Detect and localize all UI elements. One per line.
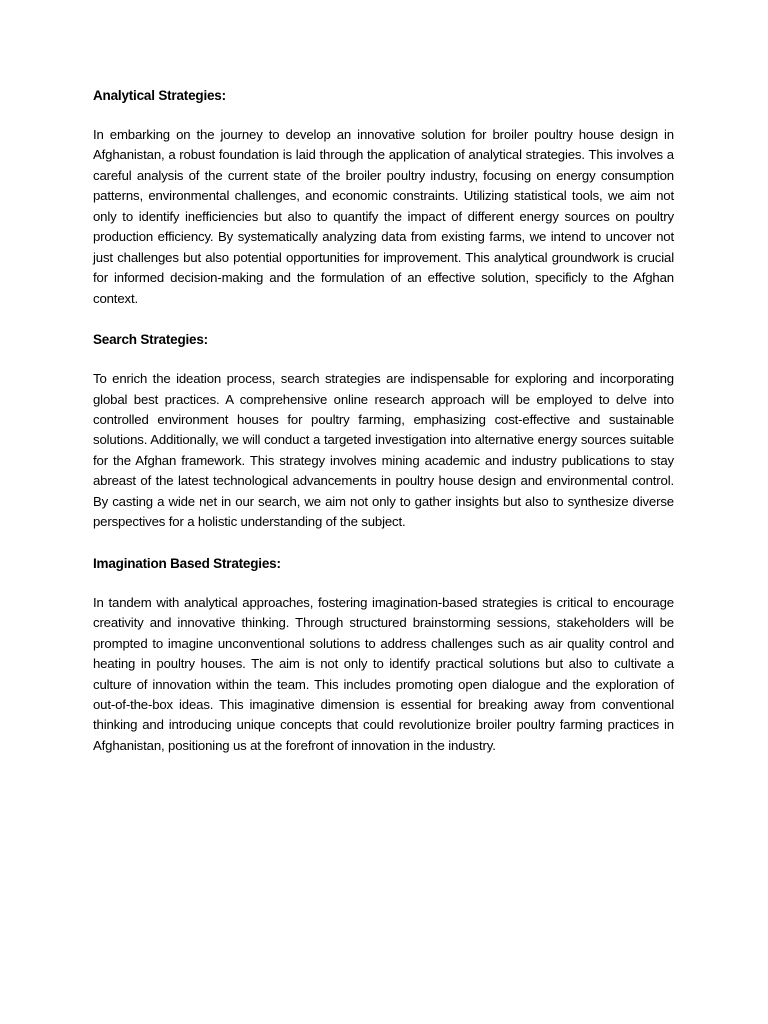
section-body-search: To enrich the ideation process, search strategies are indispensable for exploring and incorporating global best practices. A comprehensive online research approach will be employed to delve into controlled environment houses for poultry farming, emphasizing cost-effective and sustainable solutions. Additionally, we will conduct a targeted investigation into alternative energy sources suitable for the Afghan framework. This strategy involves mining academic and industry publications to stay abreast of the latest technological advancements in poultry house design and environmental control. By casting a wide net in our search, we aim not only to gather insights but also to synthesize diverse perspectives for a holistic understanding of the subject.: [93, 371, 674, 530]
section-heading-analytical: Analytical Strategies:: [93, 88, 226, 103]
section-body-imagination: In tandem with analytical approaches, fostering imagination-based strategies is critical to encourage creativity and innovative thinking. Through structured brainstorming sessions, stakeholders will be prompted to imagine unconventional solutions to address challenges such as air quality control and heating in poultry houses. The aim is not only to identify practical solutions but also to cultivate a culture of innovation within the team. This includes promoting open dialogue and the exploration of out-of-the-box ideas. This imaginative dimension is essential for breaking away from conventional thinking and introducing unique concepts that could revolutionize broiler poultry farming practices in Afghanistan, positioning us at the forefront of innovation in the industry.: [93, 594, 674, 753]
section-heading-imagination: Imagination Based Strategies:: [93, 555, 281, 571]
section-body-analytical: In embarking on the journey to develop an innovative solution for broiler poultry house design in Afghanistan, a robust foundation is laid through the application of analytical strategies. This involves a careful analysis of the current state of the broiler poultry industry, focusing on energy consumption patterns, environmental challenges, and economic constraints. Utilizing statistical tools, we aim not only to identify inefficiencies but also to quantify the impact of different energy sources on poultry production efficiency. By systematically analyzing data from existing farms, we intend to uncover not just challenges but also potential opportunities for improvement. This analytical groundwork is crucial for informed decision-making and the formulation of an effective solution, specificly to the Afghan context.: [93, 127, 674, 306]
section-heading-search: Search Strategies:: [93, 332, 208, 348]
document-page: [93, 84, 674, 775]
